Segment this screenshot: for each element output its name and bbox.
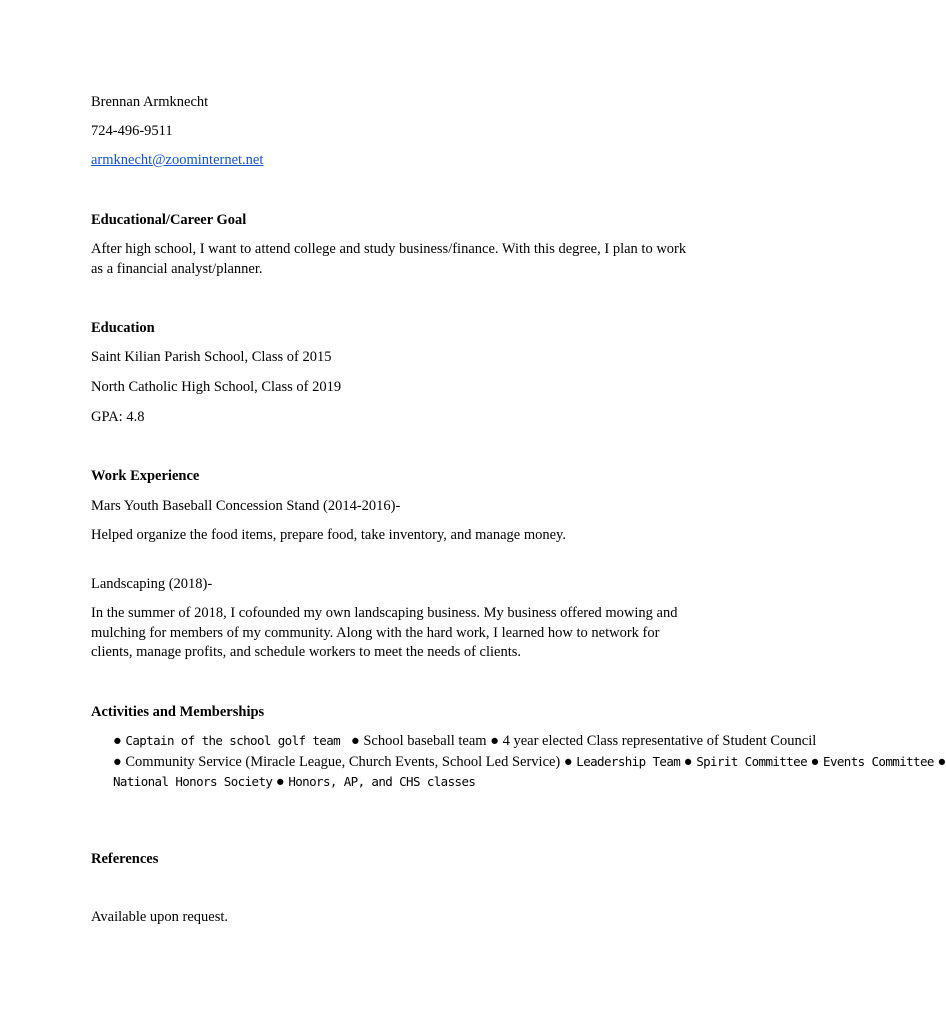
bullet-icon: ● [113, 753, 122, 770]
activity-item: Community Service (Miracle League, Church Events, School Led Service) [125, 753, 561, 770]
gpa-item: GPA: 4.8 [91, 409, 145, 425]
bullet-icon: ● [683, 753, 693, 770]
job-title: Mars Youth Baseball Concession Stand (2014-2016)- [91, 498, 401, 514]
email-link[interactable]: armknecht@zoominternet.net [91, 152, 264, 168]
education-heading: Education [91, 320, 155, 336]
work-heading: Work Experience [91, 468, 200, 484]
activity-item: School baseball team [363, 733, 487, 749]
references-text: Available upon request. [91, 909, 229, 925]
education-item: North Catholic High School, Class of 2019 [91, 379, 342, 395]
references-heading: References [91, 851, 159, 867]
job-description: Helped organize the food items, prepare food, take inventory, and manage money. [91, 527, 566, 543]
job-description: In the summer of 2018, I cofounded my own landscaping business. My business offered mowing and mulching for members of my community. Along with the hard work, I learned how to network for clients, manage profits, and schedule workers to meet the needs of clients. [91, 605, 678, 660]
bullet-icon: ● [350, 733, 360, 749]
education-item: Saint Kilian Parish School, Class of 2015 [91, 349, 332, 365]
activity-item: Leadership Team [576, 753, 681, 769]
activity-item: Captain of the school golf team [125, 733, 341, 748]
activity-item: Spirit Committee [696, 753, 807, 769]
bullet-icon: ● [275, 774, 285, 790]
activity-item: 4 year elected Class representative of Student Council [502, 733, 817, 749]
bullet-icon: ● [810, 753, 820, 770]
activities-heading: Activities and Memberships [91, 704, 265, 720]
goal-text: After high school, I want to attend college and study business/finance. With this degree, I plan to work as a financial analyst/planner. [91, 241, 687, 277]
activity-item: National Honors Society [113, 774, 273, 789]
bullet-icon: ● [563, 753, 573, 770]
activity-item: Honors, AP, and CHS classes [288, 774, 476, 789]
phone-number: 724-496-9511 [91, 123, 173, 139]
activities-list [113, 731, 946, 793]
job-title: Landscaping (2018)- [91, 576, 213, 592]
bullet-icon: ● [490, 733, 499, 749]
activity-item: Events Committee [823, 753, 934, 769]
resume-name: Brennan Armknecht [91, 94, 209, 110]
bullet-icon: ● [113, 733, 122, 749]
goal-heading: Educational/Career Goal [91, 212, 247, 228]
bullet-icon: ● [937, 753, 946, 770]
